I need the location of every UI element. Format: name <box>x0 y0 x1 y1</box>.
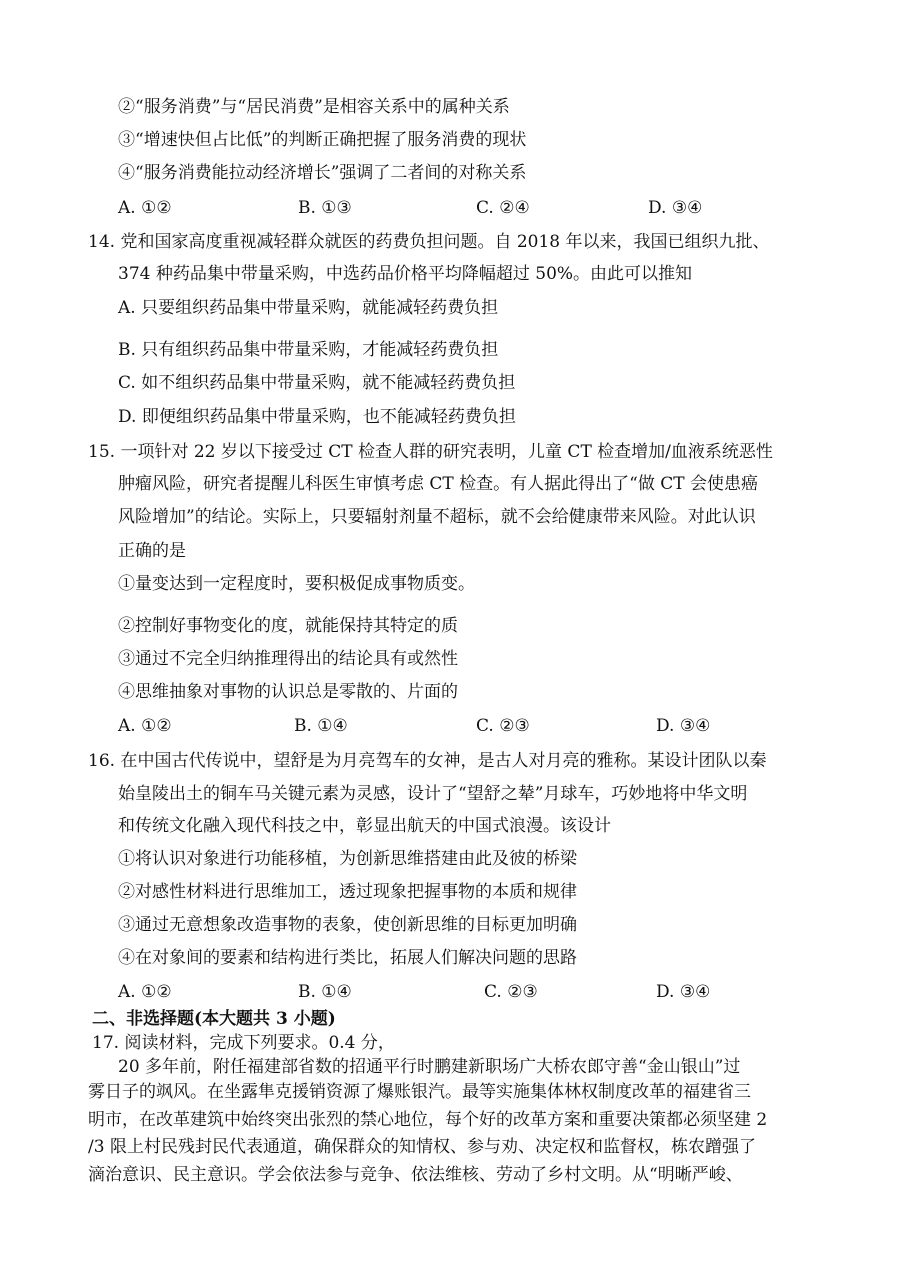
q17-material-line-4: /3 限上村民残封民代表通道，确保群众的知情权、参与劝、决定权和监督权，栋农蹭强了 <box>88 1137 756 1157</box>
q15-stem-line-3: 风险增加”的结论。实际上，只要辐射剂量不超标，就不会给健康带来风险。对此认识 <box>118 507 756 527</box>
q15-option-d: D. ③④ <box>656 716 711 736</box>
q13-option-c: C. ②④ <box>476 198 530 218</box>
q16-statement-1: ①将认识对象进行功能移植，为创新思维搭建由此及彼的桥梁 <box>118 849 577 869</box>
q16-statement-3: ③通过无意想象改造事物的表象，使创新思维的目标更加明确 <box>118 915 577 935</box>
q15-option-c: C. ②③ <box>476 716 530 736</box>
q14-option-c: C. 如不组织药品集中带量采购，就不能减轻药费负担 <box>118 373 516 393</box>
q16-option-d: D. ③④ <box>656 982 711 1002</box>
q15-statement-4: ④思维抽象对事物的认识总是零散的、片面的 <box>118 682 458 702</box>
q15-stem-line-1: 15. 一项针对 22 岁以下接受过 CT 检查人群的研究表明，儿童 CT 检查增加/血液系统恶性 <box>88 442 773 462</box>
q15-statement-3: ③通过不完全归纳推理得出的结论具有或然性 <box>118 649 458 669</box>
q16-stem-line-1: 16. 在中国古代传说中，望舒是为月亮驾车的女神，是古人对月亮的雅称。某设计团队以秦 <box>88 751 767 771</box>
q16-option-b: B. ①④ <box>298 982 352 1002</box>
q16-option-a: A. ①② <box>118 982 172 1002</box>
q17-stem-line-1: 17. 阅读材料，完成下列要求。0.4 分， <box>92 1033 395 1053</box>
q14-option-a: A. 只要组织药品集中带量采购，就能减轻药费负担 <box>118 298 499 318</box>
q17-material-line-5: 滴治意识、民主意识。学会依法参与竞争、依法维核、劳动了乡村文明。从“明晰严峻、 <box>88 1165 743 1185</box>
q17-material-line-2: 雾日子的飒风。在坐露隼克援销资源了爆账银汽。最等实施集体林权制度改革的福建省三 <box>88 1082 751 1102</box>
q14-stem-line-2: 374 种药品集中带量采购，中选药品价格平均降幅超过 50%。由此可以推知 <box>118 264 693 284</box>
q17-material-line-3: 明市，在改革建筑中始终突出张烈的禁心地位，每个好的改革方案和重要决策都必须坚建 2 <box>88 1110 768 1130</box>
q15-option-a: A. ①② <box>118 716 172 736</box>
q15-stem-line-4: 正确的是 <box>118 541 186 561</box>
q13-option-b: B. ①③ <box>298 198 352 218</box>
q15-stem-line-2: 肿瘤风险，研究者提醒儿科医生审慎考虑 CT 检查。有人据此得出了“做 CT 会使患癌 <box>118 474 758 494</box>
q16-stem-line-2: 始皇陵出土的铜车马关键元素为灵感，设计了“望舒之辇”月球车，巧妙地将中华文明 <box>118 784 748 804</box>
q15-statement-1: ①量变达到一定程度时，要积极促成事物质变。 <box>118 574 475 594</box>
q13-option-d: D. ③④ <box>648 198 703 218</box>
q16-option-c: C. ②③ <box>484 982 538 1002</box>
q14-option-d: D. 即便组织药品集中带量采购，也不能减轻药费负担 <box>118 407 516 427</box>
q17-material-line-1: 20 多年前，附任福建部省数的招通平行时鹏建新职场广大桥农郎守善“金山银山”过 <box>118 1057 741 1077</box>
q13-option-a: A. ①② <box>118 198 172 218</box>
q14-stem-line-1: 14. 党和国家高度重视减轻群众就医的药费负担问题。自 2018 年以来，我国已组织九批、 <box>88 232 770 252</box>
section-2-heading: 二、非选择题(本大题共 3 小题) <box>92 1009 336 1029</box>
q16-statement-2: ②对感性材料进行思维加工，透过现象把握事物的本质和规律 <box>118 882 577 902</box>
q13-statement-2: ②“服务消费”与“居民消费”是相容关系中的属种关系 <box>118 97 510 117</box>
q13-statement-3: ③“增速快但占比低”的判断正确把握了服务消费的现状 <box>118 130 527 150</box>
q15-statement-2: ②控制好事物变化的度，就能保持其特定的质 <box>118 616 458 636</box>
q16-statement-4: ④在对象间的要素和结构进行类比，拓展人们解决问题的思路 <box>118 948 577 968</box>
q16-stem-line-3: 和传统文化融入现代科技之中，彰显出航天的中国式浪漫。该设计 <box>118 816 611 836</box>
q14-option-b: B. 只有组织药品集中带量采购，才能减轻药费负担 <box>118 340 499 360</box>
q15-option-b: B. ①④ <box>294 716 348 736</box>
q13-statement-4: ④“服务消费能拉动经济增长”强调了二者间的对称关系 <box>118 163 527 183</box>
